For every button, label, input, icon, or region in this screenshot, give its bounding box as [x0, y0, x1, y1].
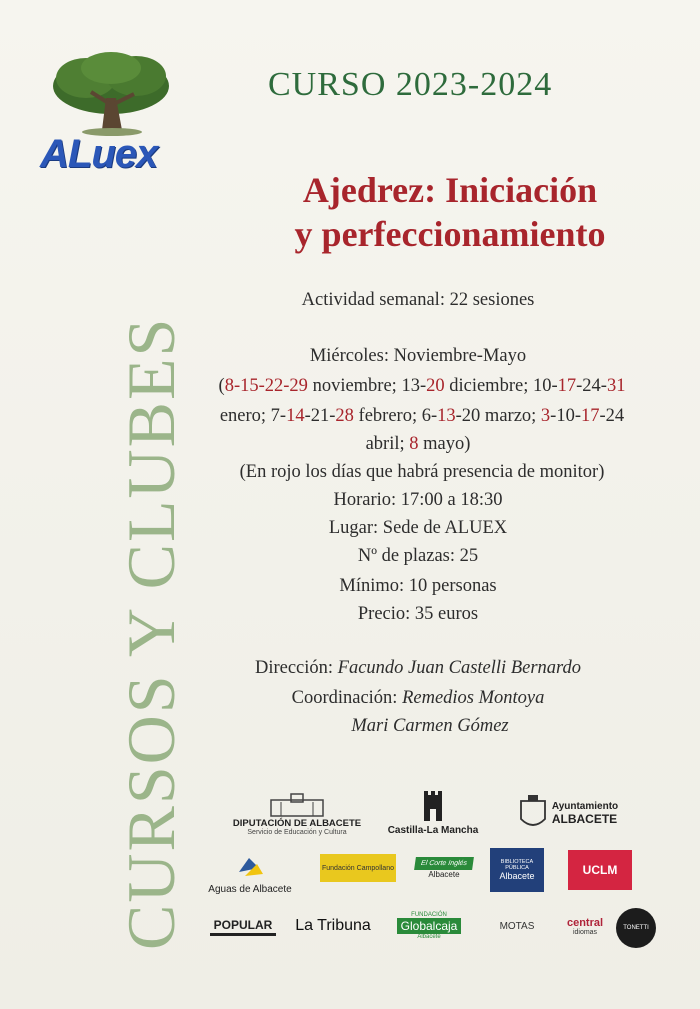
monitor-date: 31 [606, 376, 626, 396]
sponsor-logos [200, 780, 670, 990]
dates-line-2 [192, 406, 652, 427]
uclm-name: UCLM [582, 863, 618, 877]
monitor-date: 17 [557, 376, 577, 396]
monitor-date: 3 [540, 406, 551, 426]
plazas: Nº de plazas: 25 [357, 546, 479, 566]
coordinacion-label: Coordinación: [291, 688, 403, 708]
precio: Precio: 35 euros [357, 604, 479, 624]
date-text: febrero; 6- [353, 406, 438, 426]
date-text: -20 marzo; [455, 406, 541, 426]
date-text: abril; [365, 434, 410, 454]
course-title [240, 168, 660, 256]
diputacion-logo [222, 786, 372, 842]
campollano-name: Fundación Campollano [322, 864, 394, 872]
title-line-2: y perfeccionamiento [294, 214, 606, 254]
monitor-date: 28 [335, 406, 354, 426]
popular-name: POPULAR [213, 917, 273, 932]
date-text: noviembre; 13- [307, 376, 427, 396]
ayuntamiento-name: Ayuntamiento [551, 800, 619, 812]
weekly-sessions: Actividad semanal: 22 sesiones [301, 290, 535, 310]
ayuntamiento-city: ALBACETE [551, 811, 618, 826]
monitor-note: (En rojo los días que habrá presencia de monitor) [239, 462, 605, 482]
castle-icon [418, 787, 448, 825]
monitor-date: 8-15-22-29 [224, 376, 308, 396]
castilla-logo [378, 780, 488, 842]
monitor-date: 17 [581, 406, 600, 426]
direccion-label: Dirección: [254, 658, 338, 678]
biblioteca-city: Albacete [499, 871, 535, 881]
aguas-logo [200, 846, 300, 902]
date-text: -24- [576, 376, 607, 396]
uclm-logo [568, 850, 632, 890]
direccion-name: Facundo Juan Castelli Bernardo [337, 658, 582, 678]
central-sub: idiomas [572, 928, 598, 936]
globalcaja-small: FUNDACIÓN [411, 912, 447, 918]
vertical-title: CURSOS Y CLUBES [113, 316, 189, 950]
ayuntamiento-logo [508, 786, 628, 840]
date-text: -21- [304, 406, 336, 426]
coordinacion-name-1: Remedios Montoya [402, 688, 545, 708]
tribuna-logo [288, 912, 378, 940]
date-text: diciembre; 10- [444, 376, 558, 396]
course-year: CURSO 2023-2024 [268, 66, 553, 103]
coordinacion [198, 688, 638, 709]
title-line-1: Ajedrez: Iniciación [302, 170, 598, 210]
minimo: Mínimo: 10 personas [339, 576, 497, 596]
motas-logo [480, 914, 554, 938]
water-drop-icon [233, 854, 267, 884]
schedule-day: Miércoles: Noviembre-Mayo [309, 346, 527, 366]
date-text: -10- [550, 406, 581, 426]
biblioteca-logo [490, 848, 544, 892]
monitor-date: 13 [437, 406, 456, 426]
central-name: central [566, 916, 604, 929]
diputacion-name: DIPUTACIÓN DE ALBACETE [232, 818, 362, 829]
campollano-logo [320, 854, 396, 882]
direccion [198, 658, 638, 679]
lugar: Lugar: Sede de ALUEX [328, 518, 508, 538]
motas-name: MOTAS [499, 920, 535, 932]
brand-logo-text: ALuex [40, 132, 158, 176]
castilla-name: Castilla-La Mancha [387, 824, 479, 836]
globalcaja-city: Albacete [417, 934, 441, 940]
central-idiomas-logo [560, 906, 610, 946]
monitor-date: 8 [409, 434, 419, 454]
monitor-date: 14 [286, 406, 305, 426]
globalcaja-name: Globalcaja [397, 918, 462, 934]
globalcaja-logo [386, 906, 472, 946]
biblioteca-name: BIBLIOTECA PÚBLICA [500, 859, 534, 871]
corte-ingles-logo [412, 848, 476, 888]
building-icon [267, 792, 327, 818]
dates-line-1 [192, 376, 652, 397]
tribuna-name: La Tribuna [295, 917, 371, 934]
date-text: mayo) [418, 434, 471, 454]
tonetti-logo [616, 908, 656, 948]
date-text: ( [218, 376, 225, 396]
popular-logo [210, 916, 276, 936]
monitor-date: 20 [426, 376, 445, 396]
horario: Horario: 17:00 a 18:30 [333, 490, 503, 510]
coordinacion-name-2: Mari Carmen Gómez [351, 716, 509, 736]
shield-icon [518, 793, 548, 833]
diputacion-sub: Servicio de Educación y Cultura [247, 829, 347, 836]
corte-city: Albacete [428, 870, 460, 879]
dates-line-3 [198, 434, 638, 455]
date-text: -24 [599, 406, 625, 426]
aguas-name: Aguas de Albacete [208, 883, 292, 895]
corte-ingles-name: El Corte Inglés [414, 857, 474, 870]
tonetti-name: TONETTI [623, 925, 649, 931]
date-text: enero; 7- [219, 406, 287, 426]
